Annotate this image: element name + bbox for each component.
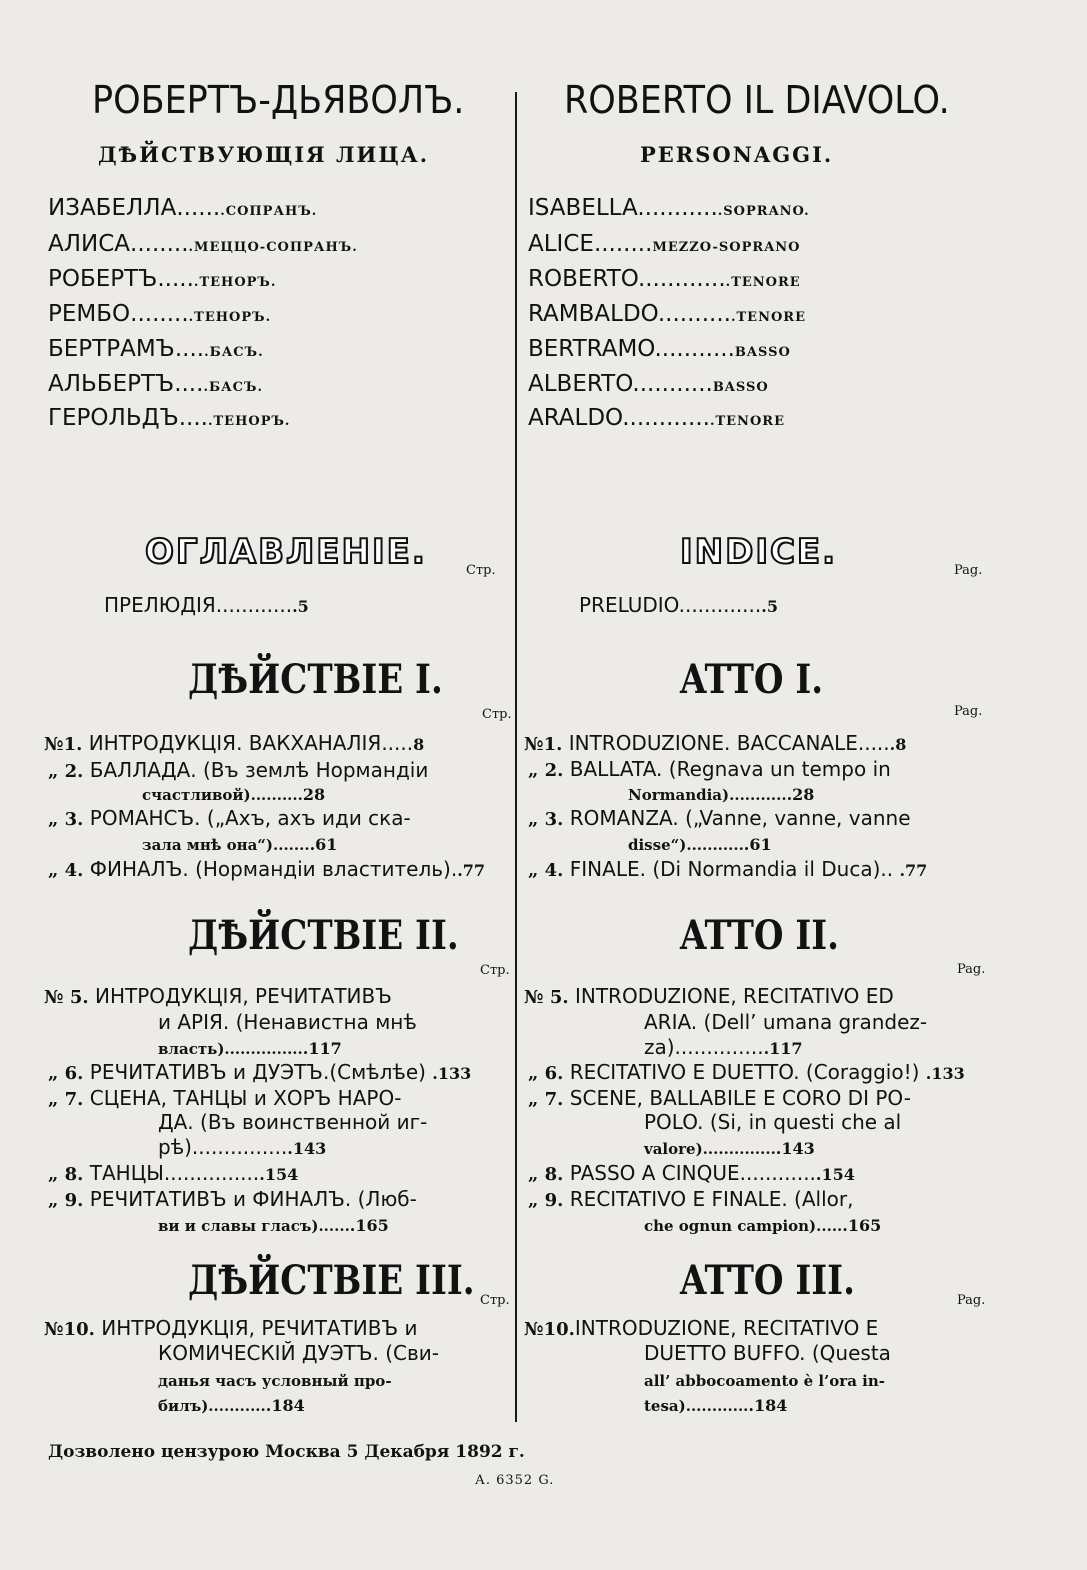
cast-voice: .TENORE xyxy=(730,310,806,325)
cast-dots: .... xyxy=(178,405,208,431)
cast-dots: ........... xyxy=(637,195,718,221)
toc-entry: №1. INTRODUZIONE. BACCANALE......8 xyxy=(524,731,907,755)
ru-act3-page-label: Стр. xyxy=(480,1293,510,1308)
it-page-label: Pag. xyxy=(954,563,983,578)
column-divider xyxy=(515,92,517,1422)
toc-entry: „ 9. РЕЧИТАТИВЪ и ФИНАЛЪ. (Люб- xyxy=(48,1187,417,1211)
cast-dots: .... xyxy=(174,371,204,397)
ru-subtitle: ДѢЙСТВУЮЩІЯ ЛИЦА. xyxy=(98,142,430,167)
censorship-note: Дозволено цензурою Москва 5 Декабря 1892 г. xyxy=(48,1442,525,1462)
cast-name: БЕРТРАМЪ xyxy=(48,336,175,362)
it-cast-row xyxy=(528,336,791,362)
ru-title: РОБЕРТЪ-ДЬЯВОЛЪ. xyxy=(92,78,465,122)
toc-entry-continuation: рѣ)................143 xyxy=(158,1135,327,1159)
it-cast-row xyxy=(528,266,801,292)
toc-entry: „ 6. RECITATIVO E DUETTO. (Coraggio!) .133 xyxy=(528,1060,965,1084)
cast-dots: ........ xyxy=(593,231,653,257)
cast-name: ISABELLA xyxy=(528,195,638,221)
toc-entry: „ 6. РЕЧИТАТИВЪ и ДУЭТЪ.(Смѣлѣе) .133 xyxy=(48,1060,472,1084)
ru-contents-heading: ОГЛАВЛЕНІЕ. xyxy=(145,532,427,572)
it-cast-row xyxy=(528,301,806,327)
toc-entry-continuation: disse“)............61 xyxy=(628,835,772,854)
toc-entry: № 5. ИНТРОДУКЦІЯ, РЕЧИТАТИВЪ xyxy=(44,984,392,1008)
ru-cast-row xyxy=(48,336,264,362)
toc-entry: №10. ИНТРОДУКЦІЯ, РЕЧИТАТИВЪ и xyxy=(44,1316,418,1340)
ru-act3-heading: ДѢЙСТВІЕ III. xyxy=(188,1257,475,1304)
ru-cast-row xyxy=(48,405,290,431)
toc-entry-continuation: valore)...............143 xyxy=(644,1139,815,1158)
ru-cast-row xyxy=(48,231,358,257)
cast-name: РЕМБО xyxy=(48,301,131,327)
it-title: ROBERTO IL DIAVOLO. xyxy=(564,78,950,122)
toc-entry-continuation: che ognun campion)......165 xyxy=(644,1216,882,1235)
cast-voice: .БАСЪ. xyxy=(203,380,263,395)
ru-cast-row xyxy=(48,371,263,397)
ru-cast-row xyxy=(48,195,317,221)
cast-dots: ........ xyxy=(130,301,189,327)
it-act3-heading: ATTO III. xyxy=(680,1257,855,1304)
toc-entry-continuation: и АРІЯ. (Ненавистна мнѣ xyxy=(158,1010,417,1034)
toc-entry-continuation: ARIA. (Dell’ umana grandez- xyxy=(644,1010,928,1034)
toc-entry-continuation: za)...............117 xyxy=(644,1035,803,1059)
cast-voice: .SOPRANO. xyxy=(717,204,810,219)
cast-name: ROBERTO xyxy=(528,266,638,292)
it-prelude-entry: PRELUDIO..............5 xyxy=(579,593,778,617)
toc-entry-continuation: Normandia)............28 xyxy=(628,785,815,804)
it-act2-heading: ATTO II. xyxy=(680,912,840,959)
cast-dots: ........... xyxy=(632,371,713,397)
toc-entry: „ 2. БАЛЛАДА. (Въ землѣ Нормандіи xyxy=(48,758,429,782)
toc-entry-continuation: власть)................117 xyxy=(158,1039,342,1058)
toc-entry: „ 8. ТАНЦЫ................154 xyxy=(48,1161,299,1185)
cast-name: РОБЕРТЪ xyxy=(48,266,158,292)
it-act3-page-label: Pag. xyxy=(957,1293,986,1308)
toc-entry: „ 4. FINALE. (Di Normandia il Duca).. .77 xyxy=(528,857,928,881)
toc-entry-continuation: ДА. (Въ воинственной иг- xyxy=(158,1110,428,1134)
cast-dots: ............ xyxy=(637,266,726,292)
cast-voice: .TENORE xyxy=(725,275,801,290)
cast-voice: .БАСЪ. xyxy=(204,345,264,360)
toc-entry-continuation: tesa).............184 xyxy=(644,1396,788,1415)
cast-voice: MEZZO-SOPRANO xyxy=(652,240,801,255)
toc-entry-continuation: счастливой)..........28 xyxy=(142,785,326,804)
it-act1-page-label: Pag. xyxy=(954,704,983,719)
it-contents-heading: INDICE. xyxy=(680,532,838,572)
it-act2-page-label: Pag. xyxy=(957,962,986,977)
ru-cast-row xyxy=(48,266,276,292)
cast-voice: .ТЕНОРЪ. xyxy=(188,310,272,325)
cast-name: ИЗАБЕЛЛА xyxy=(48,195,177,221)
toc-entry: „ 4. ФИНАЛЪ. (Нормандіи властитель)..77 xyxy=(48,857,486,881)
toc-entry: „ 3. РОМАНСЪ. („Ахъ, ахъ иди ска- xyxy=(48,806,411,830)
toc-entry-continuation: DUETTO BUFFO. (Questa xyxy=(644,1341,891,1365)
cast-voice: .ТЕНОРЪ. xyxy=(193,275,277,290)
cast-dots: ............ xyxy=(622,405,710,431)
toc-entry: №10.INTRODUZIONE, RECITATIVO E xyxy=(524,1316,879,1340)
toc-entry: „ 8. PASSO A CINQUE.............154 xyxy=(528,1161,855,1185)
cast-voice: .СОПРАНЪ. xyxy=(220,204,318,219)
cast-voice: .TENORE xyxy=(709,414,785,429)
cast-dots: ........ xyxy=(130,231,189,257)
toc-entry: „ 7. СЦЕНА, ТАНЦЫ и ХОРЪ НАРО- xyxy=(48,1086,402,1110)
plate-number: А. 6352 G. xyxy=(475,1473,555,1488)
cast-dots: ........... xyxy=(654,336,735,362)
cast-name: АЛИСА xyxy=(48,231,131,257)
toc-entry-continuation: зала мнѣ она“)........61 xyxy=(142,835,338,854)
toc-entry-continuation: билъ)............184 xyxy=(158,1396,305,1415)
it-cast-row xyxy=(528,195,810,221)
toc-entry: „ 9. RECITATIVO E FINALE. (Allor, xyxy=(528,1187,854,1211)
cast-voice: .МЕЦЦО-СОПРАНЪ. xyxy=(188,240,358,255)
ru-prelude-entry: ПРЕЛЮДІЯ.............5 xyxy=(104,593,309,617)
it-subtitle: PERSONAGGI. xyxy=(640,142,834,167)
it-act1-heading: ATTO I. xyxy=(680,656,824,703)
toc-entry-continuation: POLO. (Si, in questi che al xyxy=(644,1110,902,1134)
toc-entry-continuation: ви и славы гласъ).......165 xyxy=(158,1216,389,1235)
ru-act1-page-label: Стр. xyxy=(482,707,512,722)
cast-dots: ..... xyxy=(157,266,194,292)
toc-entry-continuation: данья часъ условный про- xyxy=(158,1372,392,1390)
ru-act2-page-label: Стр. xyxy=(480,963,510,978)
toc-entry-continuation: КОМИЧЕСКІЙ ДУЭТЪ. (Сви- xyxy=(158,1341,440,1365)
toc-entry: № 5. INTRODUZIONE, RECITATIVO ED xyxy=(524,984,894,1008)
cast-name: ARALDO xyxy=(528,405,623,431)
toc-entry-continuation: all’ abbocoamento è l’ora in- xyxy=(644,1372,885,1390)
cast-name: ALBERTO xyxy=(528,371,633,397)
cast-name: АЛЬБЕРТЪ xyxy=(48,371,175,397)
toc-entry: №1. ИНТРОДУКЦІЯ. ВАКХАНАЛІЯ.....8 xyxy=(44,731,425,755)
toc-entry: „ 3. ROMANZA. („Vanne, vanne, vanne xyxy=(528,806,911,830)
cast-name: ALICE xyxy=(528,231,594,257)
toc-entry: „ 7. SCENE, BALLABILE E CORO DI PO- xyxy=(528,1086,911,1110)
cast-name: BERTRAMO xyxy=(528,336,655,362)
it-cast-row xyxy=(528,371,769,397)
cast-name: RAMBALDO xyxy=(528,301,658,327)
toc-entry: „ 2. BALLATA. (Regnava un tempo in xyxy=(528,757,891,781)
ru-act1-heading: ДѢЙСТВІЕ I. xyxy=(188,656,443,703)
ru-cast-row xyxy=(48,301,271,327)
cast-dots: ...... xyxy=(176,195,221,221)
ru-page-label: Стр. xyxy=(466,563,496,578)
it-cast-row xyxy=(528,231,801,257)
cast-dots: .... xyxy=(174,336,205,362)
cast-voice: BASSO xyxy=(712,380,769,395)
cast-voice: .ТЕНОРЪ. xyxy=(207,414,291,429)
cast-name: ГЕРОЛЬДЪ xyxy=(48,405,179,431)
cast-dots: .......... xyxy=(657,301,731,327)
cast-voice: BASSO xyxy=(734,345,791,360)
it-cast-row xyxy=(528,405,785,431)
ru-act2-heading: ДѢЙСТВІЕ II. xyxy=(188,912,459,959)
